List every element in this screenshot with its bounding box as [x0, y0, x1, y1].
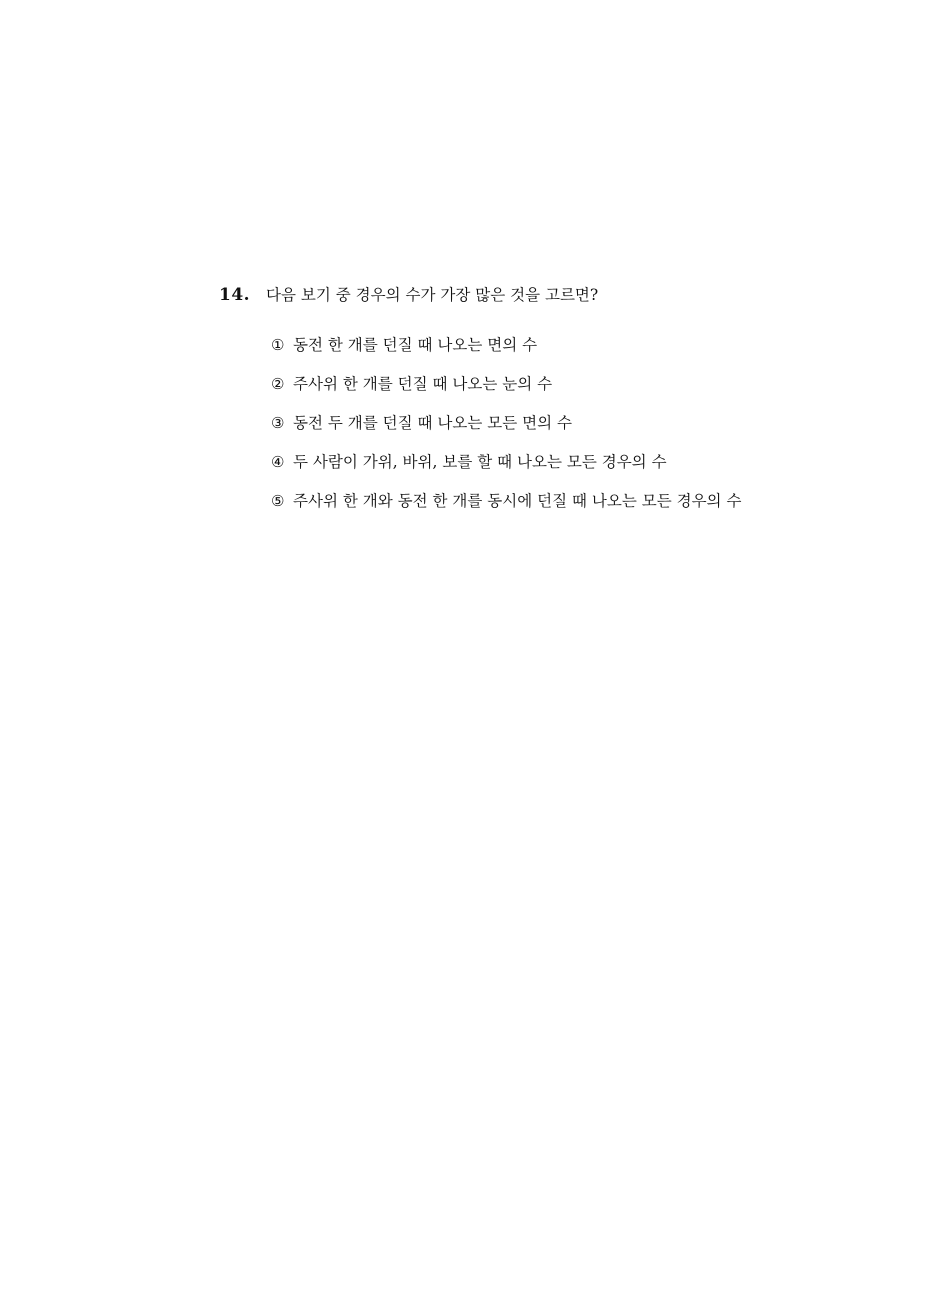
choice-marker: ④	[271, 453, 285, 471]
choice-marker: ③	[271, 414, 285, 432]
question-block	[219, 283, 859, 510]
choice-5[interactable]	[271, 489, 741, 528]
choice-text: 주사위 한 개를 던질 때 나오는 눈의 수	[293, 375, 553, 393]
choice-1[interactable]	[271, 333, 741, 372]
choice-marker: ①	[271, 336, 285, 354]
choice-marker: ②	[271, 375, 285, 393]
question-text: 다음 보기 중 경우의 수가 가장 많은 것을 고르면?	[266, 286, 599, 304]
choice-text: 동전 한 개를 던질 때 나오는 면의 수	[293, 336, 538, 354]
question-number: 14.	[219, 285, 251, 305]
choice-list	[271, 333, 741, 528]
question-header	[219, 283, 859, 307]
choice-4[interactable]	[271, 450, 741, 489]
choice-3[interactable]	[271, 411, 741, 450]
choice-text: 주사위 한 개와 동전 한 개를 동시에 던질 때 나오는 모든 경우의 수	[293, 492, 742, 510]
choice-text: 두 사람이 가위, 바위, 보를 할 때 나오는 모든 경우의 수	[293, 453, 667, 471]
choice-2[interactable]	[271, 372, 741, 411]
choice-marker: ⑤	[271, 492, 285, 510]
choice-text: 동전 두 개를 던질 때 나오는 모든 면의 수	[293, 414, 572, 432]
